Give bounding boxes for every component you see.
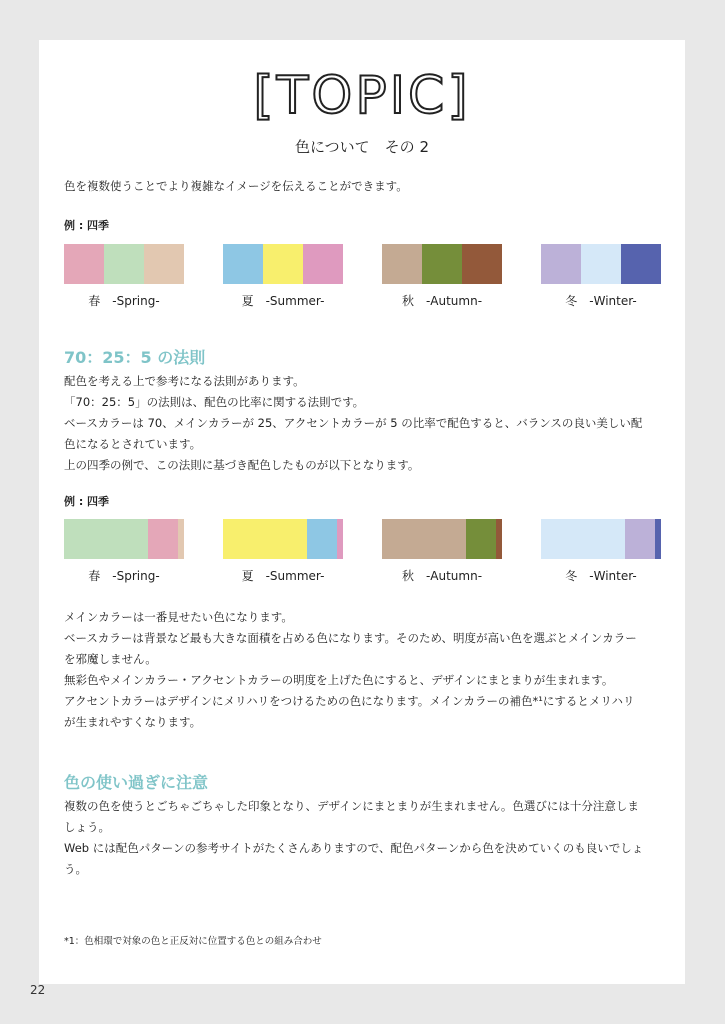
swatch-color — [148, 519, 178, 559]
body-line: 色になるとされています。 — [64, 437, 202, 451]
page-number: 22 — [30, 983, 46, 997]
swatch-color — [625, 519, 655, 559]
swatch-color — [581, 244, 621, 284]
body-line: ベースカラーは 70、メインカラーが 25、アクセントカラーが 5 の比率で配色すると、バランスの良い美しい配 — [64, 416, 643, 430]
body-line: アクセントカラーはデザインにメリハリをつけるための色になります。メインカラーの補色*¹にするとメリハリ — [64, 694, 635, 708]
swatch-color — [104, 244, 144, 284]
swatch-winter — [541, 244, 661, 284]
swatch-color — [496, 519, 502, 559]
footnote: *1：色相環で対象の色と正反対に位置する色との組み合わせ — [64, 936, 322, 947]
ratio-swatch-winter — [541, 519, 661, 559]
swatch-color — [144, 244, 184, 284]
season-label: 冬 -Winter- — [565, 294, 637, 308]
body-line: 無彩色やメインカラー・アクセントカラーの明度を上げた色にすると、デザインにまとまりが生まれます。 — [64, 673, 614, 687]
topic-title: [TOPIC] — [253, 66, 471, 126]
swatch-color — [307, 519, 337, 559]
season-label: 夏 -Summer- — [241, 569, 325, 583]
swatch-color — [462, 244, 502, 284]
body-line: が生まれやすくなります。 — [64, 715, 202, 729]
section-heading: 色の使い過ぎに注意 — [64, 773, 209, 792]
swatch-color — [466, 519, 496, 559]
season-label: 秋 -Autumn- — [401, 569, 483, 583]
swatch-color — [541, 244, 581, 284]
example-label: 例 : 四季 — [64, 219, 110, 232]
swatch-color — [178, 519, 184, 559]
swatch-color — [382, 519, 466, 559]
body-line: う。 — [64, 862, 87, 876]
example-label: 例 : 四季 — [64, 495, 110, 508]
swatch-color — [337, 519, 343, 559]
body-line: メインカラーは一番見せたい色になります。 — [64, 610, 293, 624]
swatch-color — [263, 244, 303, 284]
swatch-color — [621, 244, 661, 284]
season-label: 春 -Spring- — [88, 569, 160, 583]
section-heading: 70：25：5 の法則 — [64, 348, 206, 367]
body-line: を邪魔しません。 — [64, 652, 157, 666]
body-line: 複数の色を使うとごちゃごちゃした印象となり、デザインにまとまりが生まれません。色選びには十分注意しま — [64, 799, 639, 813]
page — [39, 40, 685, 984]
ratio-swatch-summer — [223, 519, 343, 559]
season-label: 夏 -Summer- — [241, 294, 325, 308]
ratio-swatch-spring — [64, 519, 184, 559]
swatch-color — [382, 244, 422, 284]
season-label: 春 -Spring- — [88, 294, 160, 308]
swatch-color — [64, 519, 148, 559]
body-line: 上の四季の例で、この法則に基づき配色したものが以下となります。 — [64, 458, 420, 472]
swatch-spring — [64, 244, 184, 284]
swatch-autumn — [382, 244, 502, 284]
ratio-swatch-autumn — [382, 519, 502, 559]
body-line: しょう。 — [64, 820, 110, 834]
subtitle: 色について その 2 — [294, 138, 429, 156]
swatch-color — [64, 244, 104, 284]
swatch-summer — [223, 244, 343, 284]
body-line: Web には配色パターンの参考サイトがたくさんありますので、配色パターンから色を決めていくのも良いでしょ — [64, 841, 644, 855]
body-line: 配色を考える上で参考になる法則があります。 — [64, 374, 305, 388]
swatch-color — [541, 519, 625, 559]
swatch-color — [655, 519, 661, 559]
swatch-color — [422, 244, 462, 284]
season-label: 冬 -Winter- — [565, 569, 637, 583]
intro-text: 色を複数使うことでより複雑なイメージを伝えることができます。 — [64, 179, 408, 193]
swatch-color — [223, 519, 307, 559]
body-line: 「70：25：5」の法則は、配色の比率に関する法則です。 — [64, 395, 365, 409]
swatch-color — [223, 244, 263, 284]
body-line: ベースカラーは背景など最も大きな面積を占める色になります。そのため、明度が高い色を選ぶとメインカラー — [64, 631, 637, 645]
season-label: 秋 -Autumn- — [401, 294, 483, 308]
swatch-color — [303, 244, 343, 284]
